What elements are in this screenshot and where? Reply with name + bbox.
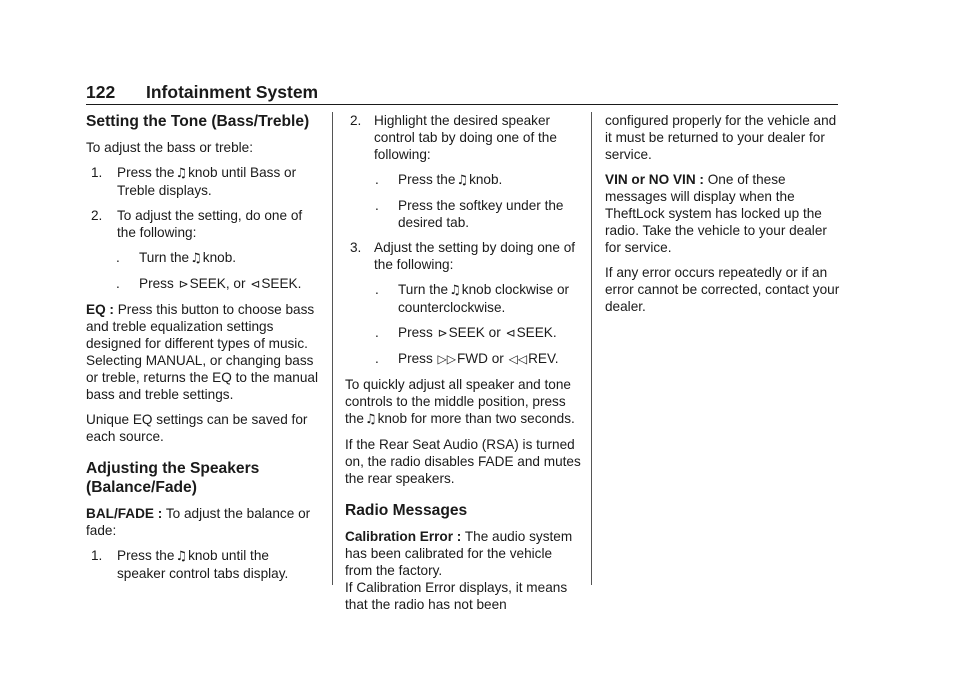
bullet-item: . Turn the♫knob clockwise or counterclockwise.	[375, 282, 570, 315]
header-rule	[86, 104, 838, 105]
step-item: 1. Press the♫knob until the speaker control tabs display.	[91, 548, 289, 581]
step-item: 1. Press the♫knob until Bass or Treble displays.	[91, 165, 297, 198]
bullet-item: . Press ⊳SEEK, or ⊲SEEK.	[116, 276, 302, 291]
term-bal-fade: BAL/FADE :	[86, 506, 163, 521]
bullet-item: . Press ⊳SEEK or ⊲SEEK.	[375, 325, 557, 340]
bullet-item: . Press the softkey under the desired tab.	[375, 198, 564, 230]
column-3	[605, 112, 841, 323]
bullet: .	[375, 172, 379, 187]
column-2	[345, 112, 581, 621]
seek-up-icon: ⊳	[437, 326, 448, 340]
paragraph: To adjust the bass or treble:	[86, 140, 253, 155]
column-divider	[332, 112, 333, 585]
step-item: 2. Highlight the desired speaker control tab by doing one of the following:	[350, 113, 557, 162]
step-item: 3. Adjust the setting by doing one of the following:	[350, 240, 576, 272]
seek-down-icon: ⊲	[505, 326, 516, 340]
fast-forward-icon: ▷▷	[437, 352, 456, 366]
knob-icon: ♫	[190, 251, 202, 266]
step-number: 2.	[350, 113, 362, 128]
paragraph: If Calibration Error displays, it means that the radio has not been	[345, 580, 568, 612]
page-number: 122	[86, 82, 116, 102]
paragraph: To quickly adjust all speaker and tone controls to the middle position, press the♫knob for more than two seconds.	[345, 377, 575, 427]
page-header	[86, 84, 318, 101]
step-number: 3.	[350, 240, 362, 255]
seek-down-icon: ⊲	[250, 277, 261, 291]
bullet: .	[116, 250, 120, 265]
knob-icon: ♫	[449, 283, 461, 298]
section-heading-speakers: Adjusting the Speakers (Balance/Fade)	[86, 460, 260, 496]
knob-icon: ♫	[456, 173, 469, 188]
paragraph: If the Rear Seat Audio (RSA) is turned on, the radio disables FADE and mutes the rear speakers.	[345, 437, 581, 486]
term-eq: EQ :	[86, 302, 114, 317]
term-calibration-error: Calibration Error :	[345, 529, 462, 544]
chapter-title: Infotainment System	[146, 82, 319, 102]
bullet-item: . Press the♫knob.	[375, 172, 503, 188]
column-1	[86, 112, 320, 590]
bullet: .	[116, 276, 120, 291]
bullet-item: . Press ▷▷FWD or ◁◁REV.	[375, 351, 559, 366]
paragraph: EQ : Press this button to choose bass and treble equalization settings designed for different types of music. Selecting MANUAL, or changing bass or treble, returns the EQ to the manual bass and treble settings.	[86, 302, 318, 402]
paragraph: BAL/FADE : To adjust the balance or fade:	[86, 506, 311, 538]
knob-icon: ♫	[364, 412, 377, 427]
bullet: .	[375, 351, 379, 366]
bullet: .	[375, 282, 379, 297]
paragraph: If any error occurs repeatedly or if an error cannot be corrected, contact your dealer.	[605, 265, 840, 314]
step-number: 1.	[91, 548, 103, 563]
step-number: 1.	[91, 165, 103, 180]
bullet: .	[375, 198, 379, 213]
step-item: 2. To adjust the setting, do one of the following:	[91, 208, 303, 240]
step-number: 2.	[91, 208, 103, 223]
paragraph: configured properly for the vehicle and it must be returned to your dealer for service.	[605, 113, 837, 162]
paragraph: Unique EQ settings can be saved for each source.	[86, 412, 308, 444]
knob-icon: ♫	[175, 549, 188, 564]
paragraph: VIN or NO VIN : One of these messages will display when the TheftLock system has locked up the radio. Take the vehicle to your dealer for service.	[605, 172, 827, 255]
bullet: .	[375, 325, 379, 340]
seek-up-icon: ⊳	[178, 277, 189, 291]
rewind-icon: ◁◁	[508, 352, 528, 366]
paragraph: Calibration Error : The audio system has been calibrated for the vehicle from the factory.	[345, 529, 573, 578]
term-vin: VIN or NO VIN :	[605, 172, 704, 187]
column-divider	[591, 112, 592, 585]
section-heading-messages: Radio Messages	[345, 502, 468, 519]
section-heading-tone: Setting the Tone (Bass/Treble)	[86, 113, 310, 130]
knob-icon: ♫	[175, 166, 188, 181]
bullet-item: . Turn the♫knob.	[116, 250, 237, 266]
